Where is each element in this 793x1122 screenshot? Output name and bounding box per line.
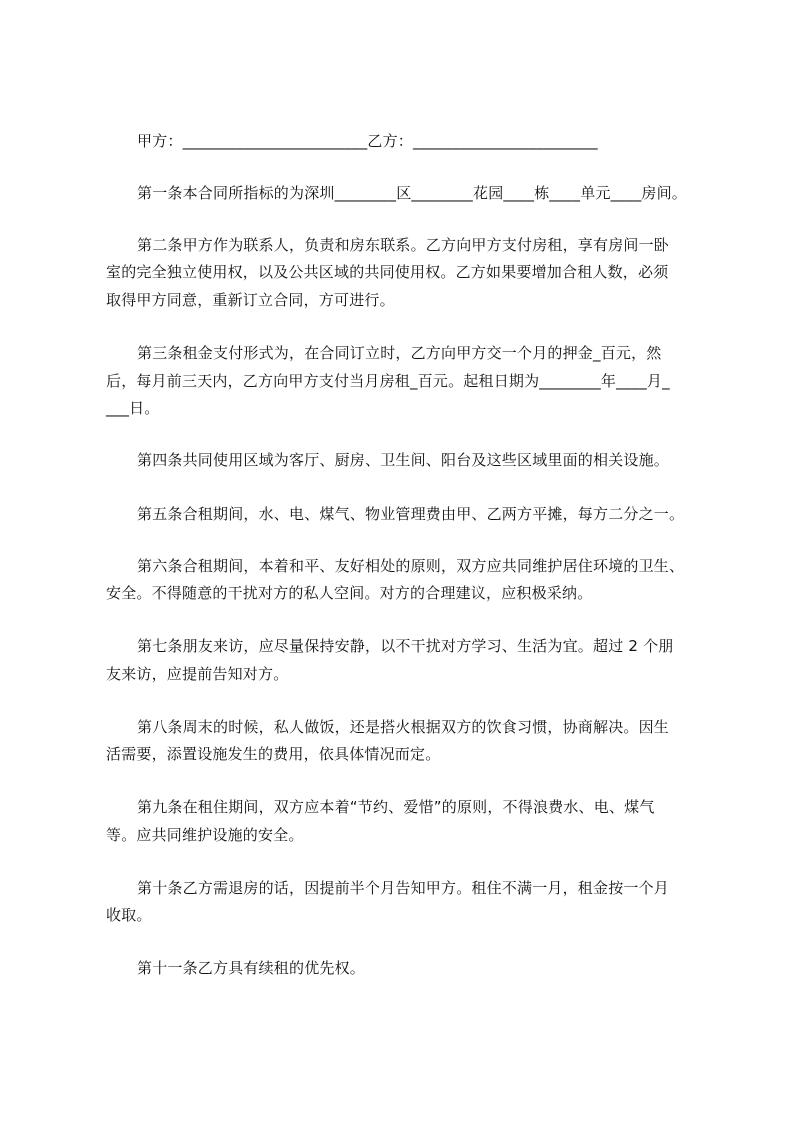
clause-text-line: 活需要，添置设施发生的费用，依具体情况而定。 — [106, 745, 441, 763]
clause-text-line: 等。应共同维护设施的安全。 — [106, 826, 304, 844]
clause-text-line: 取得甲方同意，重新订立合同，方可进行。 — [106, 291, 395, 309]
parties-line: 甲方：________________________乙方：________________________ — [137, 132, 598, 150]
clause-text-line: 室的完全独立使用权，以及公共区域的共同使用权。乙方如果要增加合租人数，必须 — [106, 263, 669, 281]
clause-text-line: 第十一条乙方具有续租的优先权。 — [137, 959, 366, 977]
clause-text-line: 第十条乙方需退房的话，因提前半个月告知甲方。租住不满一月，租金按一个月 — [137, 879, 670, 897]
clause-text-line: 第五条合租期间，水、电、煤气、物业管理费由甲、乙两方平摊，每方二分之一。 — [137, 505, 685, 523]
clause-text-line: 安全。不得随意的干扰对方的私人空间。对方的合理建议，应积极采纳。 — [106, 584, 593, 602]
clause-text-line: 第七条朋友来访，应尽量保持安静，以不干扰对方学习、生活为宜。超过 2 个朋 — [137, 637, 674, 655]
clause-text-line: 第三条租金支付形式为，在合同订立时，乙方向甲方交一个月的押金_百元，然 — [137, 344, 662, 362]
clause-text-line: 友来访，应提前告知对方。 — [106, 665, 289, 683]
clause-text-line: ___日。 — [106, 399, 160, 417]
clause-text-line: 第二条甲方作为联系人，负责和房东联系。乙方向甲方支付房租，享有房间一卧 — [137, 236, 670, 254]
clause-text-line: 第八条周末的时候，私人做饭，还是搭火根据双方的饮食习惯，协商解决。因生 — [137, 718, 670, 736]
clause-text-line: 第六条合租期间，本着和平、友好相处的原则，双方应共同维护居住环境的卫生、 — [137, 557, 685, 575]
clause-text-line: 后，每月前三天内，乙方向甲方支付当月房租_百元。起租日期为________年____月_ — [106, 372, 670, 390]
clause-text-line: 第九条在租住期间，双方应本着“节约、爱惜”的原则，不得浪费水、电、煤气 — [137, 798, 655, 816]
clause-text-line: 第一条本合同所指标的为深圳________区________花园____栋____单元____房间。 — [137, 184, 688, 202]
clause-text-line: 第四条共同使用区域为客厅、厨房、卫生间、阳台及这些区域里面的相关设施。 — [137, 451, 670, 469]
clause-text-line: 收取。 — [106, 906, 152, 924]
